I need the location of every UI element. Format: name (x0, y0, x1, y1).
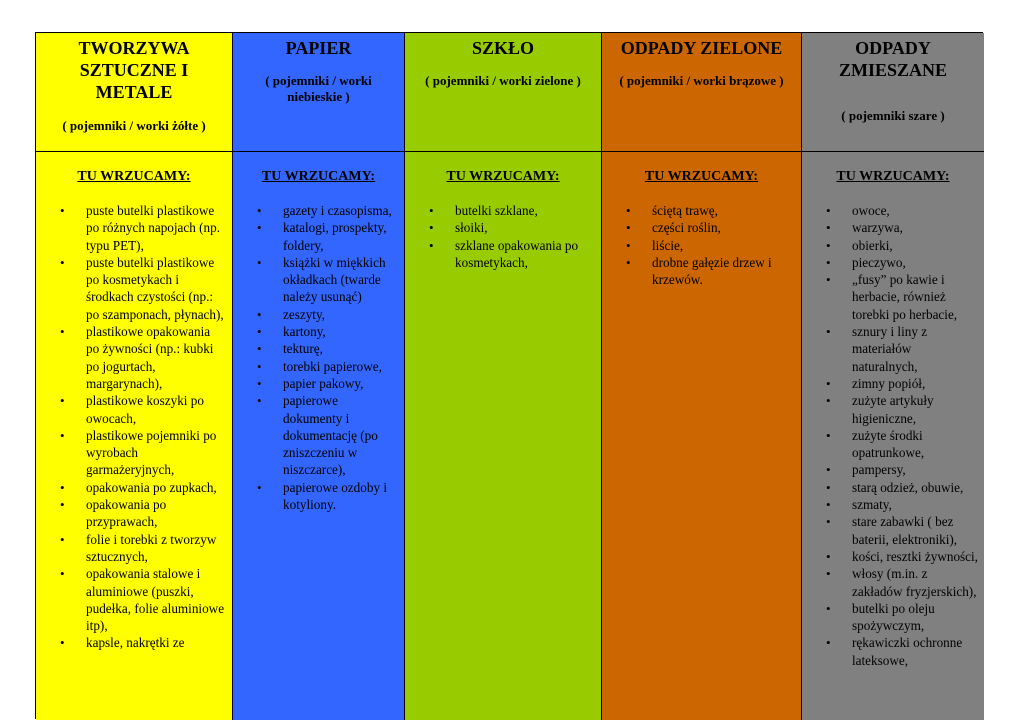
list-item: • sznury i liny z materiałów naturalnych, (808, 323, 978, 375)
list-item: • opakowania stalowe i aluminiowe (puszki, pudełka, folie aluminiowe itp), (42, 565, 226, 634)
column-title: ODPADY ZMIESZANE (838, 38, 948, 80)
item-list (411, 202, 595, 271)
list-item: • tekturę, (239, 340, 398, 357)
list-item: • części roślin, (608, 219, 795, 236)
list-item: • butelki szklane, (411, 202, 595, 219)
list-item: • gazety i czasopisma, (239, 202, 398, 219)
list-item: • plastikowe pojemniki po wyrobach garmażeryjnych, (42, 427, 226, 479)
list-item: • zimny popiół, (808, 375, 978, 392)
column-body-plastics-metals (36, 152, 233, 720)
column-body-green-waste (602, 152, 802, 720)
drop-here-heading: TU WRZUCAMY: (77, 169, 191, 184)
list-item: • pieczywo, (808, 254, 978, 271)
column-subtitle: ( pojemniki / worki żółte ) (62, 118, 206, 133)
list-item: • książki w miękkich okładkach (twarde należy usunąć) (239, 254, 398, 306)
waste-sorting-table (35, 32, 983, 719)
list-item: • słoiki, (411, 219, 595, 236)
list-item: • starą odzież, obuwie, (808, 479, 978, 496)
list-item: • owoce, (808, 202, 978, 219)
list-item: • butelki po oleju spożywczym, (808, 600, 978, 635)
list-item: • papierowe dokumenty i dokumentację (po zniszczeniu w niszczarce), (239, 392, 398, 478)
list-item: • „fusy” po kawie i herbacie, również torebki po herbacie, (808, 271, 978, 323)
list-item: • drobne gałęzie drzew i krzewów. (608, 254, 795, 289)
drop-here-heading: TU WRZUCAMY: (644, 169, 759, 184)
column-body-mixed-waste (802, 152, 984, 720)
header-mixed-waste (802, 33, 984, 152)
column-body-paper (233, 152, 405, 720)
list-item: • ściętą trawę, (608, 202, 795, 219)
column-subtitle: ( pojemniki szare ) (841, 108, 945, 123)
column-title: TWORZYWA SZTUCZNE I METALE (78, 38, 190, 102)
list-item: • puste butelki plastikowe po różnych napojach (np. typu PET), (42, 202, 226, 254)
column-title: ODPADY ZIELONE (620, 38, 783, 58)
list-item: • kości, resztki żywności, (808, 548, 978, 565)
item-list (608, 202, 795, 288)
list-item: • warzywa, (808, 219, 978, 236)
item-list (42, 202, 226, 652)
list-item: • folie i torebki z tworzyw sztucznych, (42, 531, 226, 566)
list-item: • papier pakowy, (239, 375, 398, 392)
list-item: • obierki, (808, 237, 978, 254)
column-subtitle: ( pojemniki / worki brązowe ) (619, 73, 784, 88)
list-item: • kartony, (239, 323, 398, 340)
item-list (808, 202, 978, 669)
item-list (239, 202, 398, 513)
list-item: • opakowania po zupkach, (42, 479, 226, 496)
list-item: • papierowe ozdoby i kotyliony. (239, 479, 398, 514)
header-plastics-metals (36, 33, 233, 152)
column-title: SZKŁO (471, 38, 535, 58)
header-green-waste (602, 33, 802, 152)
list-item: • szklane opakowania po kosmetykach, (411, 237, 595, 272)
list-item: • włosy (m.in. z zakładów fryzjerskich), (808, 565, 978, 600)
list-item: • zużyte artykuły higieniczne, (808, 392, 978, 427)
list-item: • puste butelki plastikowe po kosmetykach i środkach czystości (np.: po szamponach, płynach), (42, 254, 226, 323)
column-subtitle: ( pojemniki / worki niebieskie ) (265, 73, 372, 104)
header-glass (405, 33, 602, 152)
column-subtitle: ( pojemniki / worki zielone ) (425, 73, 581, 88)
list-item: • torebki papierowe, (239, 358, 398, 375)
list-item: • zużyte środki opatrunkowe, (808, 427, 978, 462)
list-item: • rękawiczki ochronne lateksowe, (808, 634, 978, 669)
column-body-glass (405, 152, 602, 720)
list-item: • pampersy, (808, 461, 978, 478)
list-item: • szmaty, (808, 496, 978, 513)
list-item: • plastikowe opakowania po żywności (np.: kubki po jogurtach, margarynach), (42, 323, 226, 392)
list-item: • stare zabawki ( bez baterii, elektroniki), (808, 513, 978, 548)
drop-here-heading: TU WRZUCAMY: (261, 169, 376, 184)
drop-here-heading: TU WRZUCAMY: (836, 169, 950, 184)
header-paper (233, 33, 405, 152)
list-item: • zeszyty, (239, 306, 398, 323)
list-item: • plastikowe koszyki po owocach, (42, 392, 226, 427)
list-item: • opakowania po przyprawach, (42, 496, 226, 531)
list-item: • liście, (608, 237, 795, 254)
list-item: • kapsle, nakrętki ze (42, 634, 226, 651)
column-title: PAPIER (285, 38, 352, 58)
list-item: • katalogi, prospekty, foldery, (239, 219, 398, 254)
drop-here-heading: TU WRZUCAMY: (446, 169, 560, 184)
